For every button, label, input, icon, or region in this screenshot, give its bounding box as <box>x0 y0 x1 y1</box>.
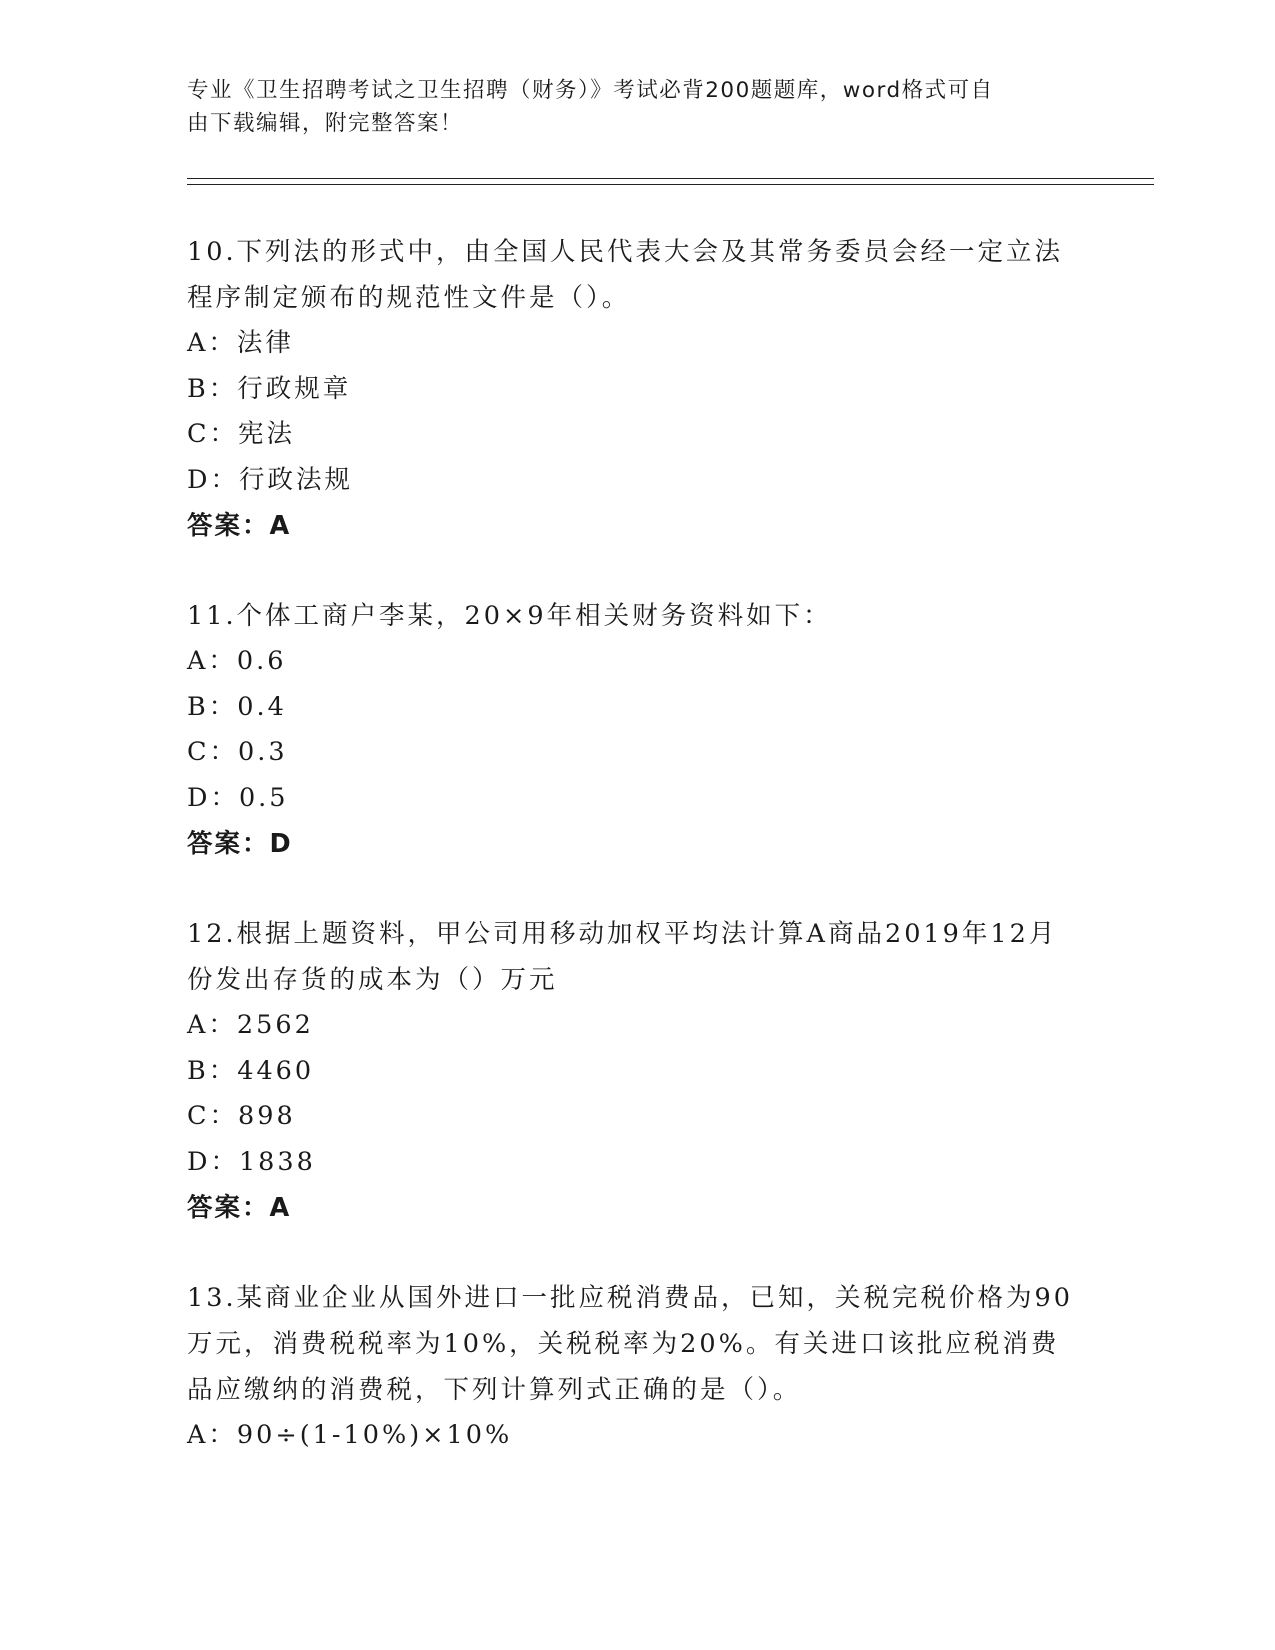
option-a: A：法律 <box>187 328 294 358</box>
document-header <box>187 74 1087 140</box>
question-text-line: 程序制定颁布的规范性文件是（）。 <box>187 283 631 313</box>
question-text-line: 份发出存货的成本为（）万元 <box>187 965 558 995</box>
option-b: B：行政规章 <box>187 373 352 404</box>
option-d: D：0.5 <box>187 782 289 813</box>
option-a: A：2562 <box>187 1010 314 1040</box>
option-a: A：0.6 <box>187 646 287 676</box>
question-text-line: 12.根据上题资料，甲公司用移动加权平均法计算A商品2019年12月 <box>187 919 1058 949</box>
question-text-line: 万元，消费税税率为10%，关税税率为20%。有关进口该批应税消费 <box>187 1329 1060 1359</box>
answer-label: 答案：A <box>187 1193 292 1223</box>
question-text-line: 品应缴纳的消费税，下列计算列式正确的是（）。 <box>187 1375 802 1405</box>
option-c: C：898 <box>187 1101 296 1131</box>
option-c: C：宪法 <box>187 419 296 449</box>
question-10 <box>187 229 1087 549</box>
question-text-line: 11.个体工商户李某，20×9年相关财务资料如下： <box>187 601 832 631</box>
question-text-line: 13.某商业企业从国外进口一批应税消费品，已知，关税完税价格为90 <box>187 1283 1074 1313</box>
option-b: B：4460 <box>187 1055 315 1086</box>
header-line-1: 专业《卫生招聘考试之卫生招聘（财务）》考试必背200题题库，word格式可自 <box>187 78 994 103</box>
answer-label: 答案：D <box>187 829 293 859</box>
question-12 <box>187 911 1087 1231</box>
header-line-2: 由下载编辑，附完整答案！ <box>187 111 464 136</box>
question-text-line: 10.下列法的形式中，由全国人民代表大会及其常务委员会经一定立法 <box>187 237 1064 267</box>
header-divider-bottom <box>187 184 1154 185</box>
option-d: D：行政法规 <box>187 464 353 495</box>
header-divider-top <box>187 178 1154 179</box>
question-11 <box>187 593 1087 867</box>
answer-label: 答案：A <box>187 511 292 541</box>
option-d: D：1838 <box>187 1146 316 1177</box>
option-a: A：90÷(1-10%)×10% <box>187 1420 513 1450</box>
question-13 <box>187 1275 1087 1459</box>
option-c: C：0.3 <box>187 737 288 767</box>
option-b: B：0.4 <box>187 691 287 722</box>
